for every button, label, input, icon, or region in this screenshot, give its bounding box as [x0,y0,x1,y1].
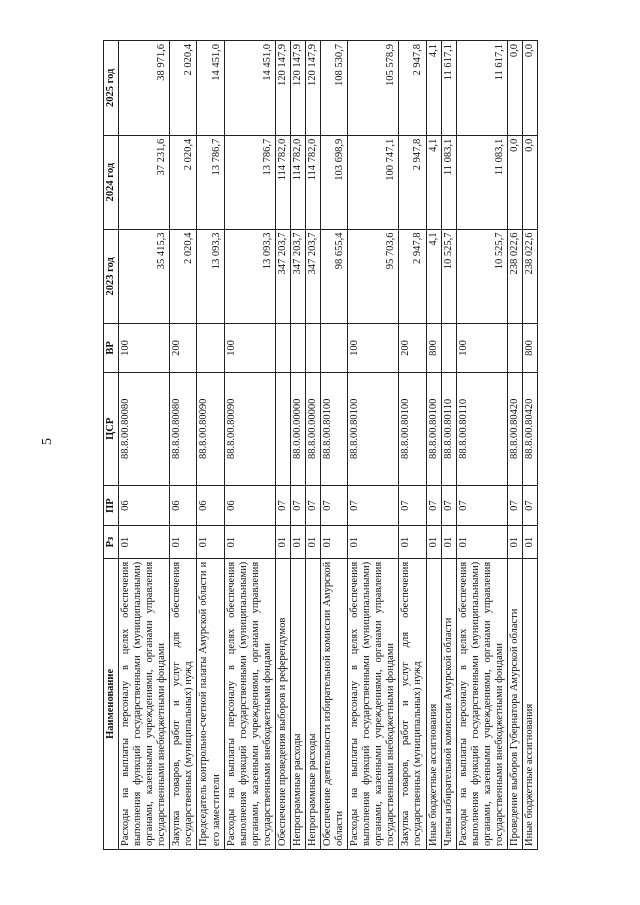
cell-name: Непрограммные расходы [290,558,305,849]
cell-y2024: 103 698,9 [321,135,348,229]
cell-pr: 07 [426,485,441,525]
table-row [507,41,522,850]
header-2024: 2024 год [104,135,119,229]
cell-y2025: 14 451,0 [197,41,224,136]
cell-y2025: 120 147,9 [305,41,320,136]
cell-csr: 88.8.00.80420 [522,372,537,485]
cell-y2025: 2 020,4 [170,41,197,136]
cell-name: Расходы на выплаты персоналу в целях обеспечения выполнения функций государственными (муниципальными) органами, казенными учреждениями, органами управления государственными внебюджетными фондами [456,558,507,849]
cell-rz: 01 [441,526,456,558]
rotated-page [103,40,563,850]
cell-y2024: 2 947,8 [399,135,426,229]
header-name: Наименование [104,558,119,849]
cell-csr: 88.8.00.80110 [441,372,456,485]
cell-pr: 07 [441,485,456,525]
cell-pr: 07 [456,485,507,525]
cell-y2025: 11 617,1 [441,41,456,136]
cell-pr: 07 [507,485,522,525]
table-row [348,41,399,850]
table-row [170,41,197,850]
cell-csr: 88.8.00.00000 [305,372,320,485]
cell-vr [321,324,348,373]
cell-name: Расходы на выплаты персоналу в целях обеспечения выполнения функций государственными (муниципальными) органами, казенными учреждениями, органами управления государственными внебюджетными фондами [348,558,399,849]
cell-y2023: 347 203,7 [275,229,290,324]
cell-name: Закупка товаров, работ и услуг для обеспечения государственных (муниципальных) нужд [399,558,426,849]
cell-y2025: 120 147,9 [290,41,305,136]
cell-y2023: 2 947,8 [399,229,426,324]
cell-name: Закупка товаров, работ и услуг для обеспечения государственных (муниципальных) нужд [170,558,197,849]
cell-y2025: 38 971,6 [119,41,170,136]
cell-vr: 100 [224,324,275,373]
cell-csr: 88.8.00.80080 [170,372,197,485]
cell-rz: 01 [321,526,348,558]
cell-rz: 01 [119,526,170,558]
cell-name: Иные бюджетные ассигнования [522,558,537,849]
cell-vr: 100 [119,324,170,373]
cell-name: Расходы на выплаты персоналу в целях обеспечения выполнения функций государственными (муниципальными) органами, казенными учреждениями, органами управления государственными внебюджетными фондами [224,558,275,849]
cell-y2024: 4,1 [426,135,441,229]
cell-y2023: 238 022,6 [507,229,522,324]
cell-y2025: 120 147,9 [275,41,290,136]
cell-name: Непрограммные расходы [305,558,320,849]
cell-pr: 07 [321,485,348,525]
cell-vr [275,324,290,373]
cell-y2023: 10 525,7 [456,229,507,324]
header-csr: ЦСР [104,372,119,485]
cell-y2023: 13 093,3 [224,229,275,324]
cell-rz: 01 [456,526,507,558]
cell-y2023: 347 203,7 [290,229,305,324]
cell-y2023: 35 415,3 [119,229,170,324]
cell-name: Обеспечение деятельности избирательной комиссии Амурской области [321,558,348,849]
table-row [119,41,170,850]
cell-y2023: 98 655,4 [321,229,348,324]
cell-vr: 200 [170,324,197,373]
cell-y2024: 0,0 [507,135,522,229]
cell-rz: 01 [426,526,441,558]
cell-csr: 88.8.00.80420 [507,372,522,485]
table-row [197,41,224,850]
table-row [290,41,305,850]
cell-csr: 88.8.00.80100 [426,372,441,485]
cell-csr: 88.8.00.80100 [321,372,348,485]
header-vr: ВР [104,324,119,373]
cell-csr: 88.0.00.00000 [290,372,305,485]
cell-rz: 01 [305,526,320,558]
cell-y2024: 13 786,7 [197,135,224,229]
cell-y2023: 10 525,7 [441,229,456,324]
table-row [305,41,320,850]
cell-rz: 01 [224,526,275,558]
cell-vr [441,324,456,373]
cell-y2023: 4,1 [426,229,441,324]
cell-y2023: 238 022,6 [522,229,537,324]
cell-csr: 88.8.00.80090 [224,372,275,485]
table-row [441,41,456,850]
cell-rz: 01 [290,526,305,558]
cell-y2024: 114 782,0 [305,135,320,229]
cell-pr: 07 [522,485,537,525]
budget-table [103,40,538,850]
cell-csr: 88.8.00.80100 [348,372,399,485]
table-header-row [104,41,119,850]
cell-y2025: 108 530,7 [321,41,348,136]
cell-vr: 100 [348,324,399,373]
table-row [399,41,426,850]
table-row [456,41,507,850]
cell-vr [197,324,224,373]
cell-y2025: 105 578,9 [348,41,399,136]
table-row [224,41,275,850]
cell-pr: 07 [290,485,305,525]
cell-rz: 01 [399,526,426,558]
cell-name: Проведение выборов Губернатора Амурской области [507,558,522,849]
cell-csr: 88.8.00.80100 [399,372,426,485]
cell-y2025: 14 451,0 [224,41,275,136]
cell-pr: 06 [170,485,197,525]
cell-y2023: 13 093,3 [197,229,224,324]
cell-y2024: 11 083,1 [441,135,456,229]
cell-vr: 200 [399,324,426,373]
table-row [321,41,348,850]
cell-y2023: 347 203,7 [305,229,320,324]
cell-csr [275,372,290,485]
cell-csr: 88.8.00.80110 [456,372,507,485]
cell-y2024: 2 020,4 [170,135,197,229]
cell-y2024: 114 782,0 [290,135,305,229]
cell-y2025: 4,1 [426,41,441,136]
header-pr: ПР [104,485,119,525]
cell-vr: 800 [426,324,441,373]
cell-y2024: 100 747,1 [348,135,399,229]
cell-y2025: 2 947,8 [399,41,426,136]
cell-rz: 01 [507,526,522,558]
cell-y2024: 11 083,1 [456,135,507,229]
cell-pr: 06 [197,485,224,525]
cell-y2024: 114 782,0 [275,135,290,229]
cell-name: Председатель контрольно-счетной палаты Амурской области и его заместители [197,558,224,849]
header-rz: Рз [104,526,119,558]
cell-pr: 06 [119,485,170,525]
cell-csr: 88.8.00.80080 [119,372,170,485]
cell-y2025: 11 617,1 [456,41,507,136]
table-row [522,41,537,850]
table-row [426,41,441,850]
cell-y2023: 95 703,6 [348,229,399,324]
cell-pr: 06 [224,485,275,525]
cell-rz: 01 [197,526,224,558]
header-2023: 2023 год [104,229,119,324]
cell-name: Иные бюджетные ассигнования [426,558,441,849]
cell-vr [290,324,305,373]
cell-y2023: 2 020,4 [170,229,197,324]
cell-pr: 07 [348,485,399,525]
cell-y2024: 37 231,6 [119,135,170,229]
cell-y2024: 13 786,7 [224,135,275,229]
cell-y2025: 0,0 [507,41,522,136]
cell-rz: 01 [275,526,290,558]
cell-name: Расходы на выплаты персоналу в целях обеспечения выполнения функций государственными (муниципальными) органами, казенными учреждениями, органами управления государственными внебюджетными фондами [119,558,170,849]
cell-vr [507,324,522,373]
header-2025: 2025 год [104,41,119,136]
cell-rz: 01 [522,526,537,558]
cell-vr: 100 [456,324,507,373]
cell-pr: 07 [305,485,320,525]
cell-rz: 01 [170,526,197,558]
cell-y2025: 0,0 [522,41,537,136]
cell-rz: 01 [348,526,399,558]
table-row [275,41,290,850]
cell-y2024: 0,0 [522,135,537,229]
page-number: 5 [40,438,55,445]
cell-name: Обеспечение проведения выборов и референдумов [275,558,290,849]
cell-vr [305,324,320,373]
cell-pr: 07 [275,485,290,525]
cell-vr: 800 [522,324,537,373]
cell-csr: 88.8.00.80090 [197,372,224,485]
cell-pr: 07 [399,485,426,525]
cell-name: Члены избирательной комиссии Амурской области [441,558,456,849]
